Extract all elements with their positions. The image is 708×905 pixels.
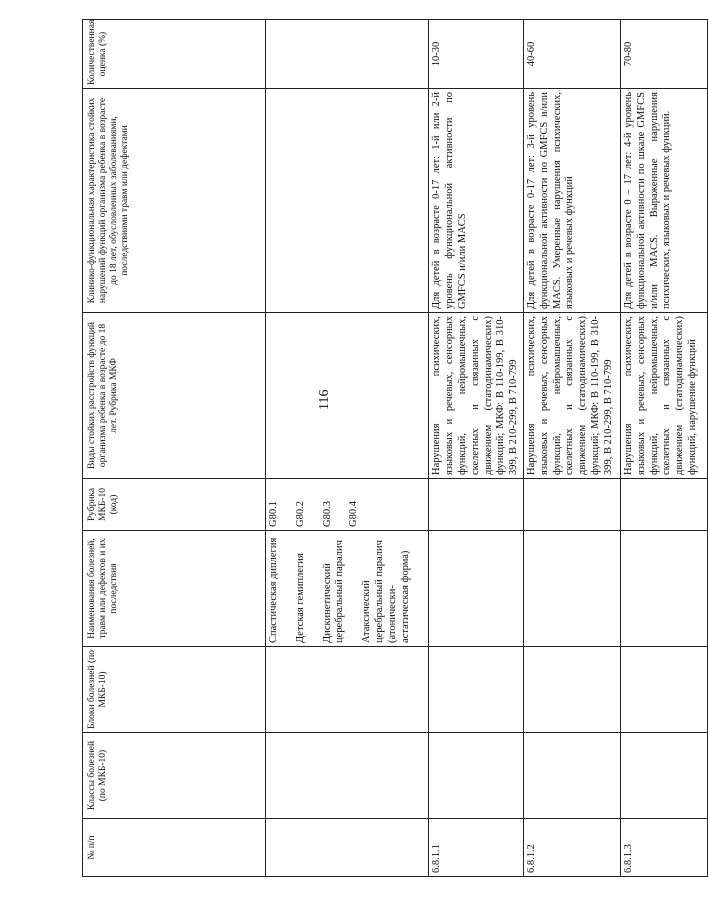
- empty-cell: [523, 733, 620, 819]
- empty-cell: [266, 20, 429, 89]
- disability-criteria-table: [82, 19, 708, 877]
- empty-cell: [429, 479, 524, 531]
- empty-cell: [523, 479, 620, 531]
- header-icd-rubric: Рубрика МКБ-10 (код): [83, 479, 266, 531]
- header-row: [83, 20, 266, 877]
- empty-cell: [266, 647, 429, 733]
- empty-cell: [523, 531, 620, 647]
- icd-code: G80.3: [321, 501, 333, 527]
- icd-code: G80.1: [268, 501, 279, 527]
- header-score: Количественная оценка (%): [83, 20, 266, 89]
- icd-code: G80.2: [294, 501, 306, 527]
- rotated-table-stage: [82, 19, 698, 877]
- score-value: 10-30: [429, 20, 524, 89]
- empty-cell: [523, 647, 620, 733]
- score-value: 40-60: [523, 20, 620, 89]
- disease-name: Дискинетический церебральный паралич: [321, 540, 346, 643]
- empty-cell: [620, 531, 707, 647]
- empty-cell: [266, 313, 429, 479]
- icd-code: G80.4: [348, 501, 360, 527]
- disease-names-cell: [266, 531, 429, 647]
- table-row: [429, 20, 524, 877]
- impairment-text: Нарушения психических, языковых и речевых, сенсорных функций, нейромышечных, скелетных и связанных с движением (статодинамических) функций, нарушение функций: [620, 313, 707, 479]
- empty-cell: [266, 89, 429, 313]
- header-impairments: Виды стойких расстройств функций организма ребенка в возрасте до 18 лет. Рубрика МКФ: [83, 313, 266, 479]
- empty-cell: [266, 733, 429, 819]
- characteristic-text: Для детей в возрасте 0 – 17 лет: 4-й уровень функциональной активности по шкале GMFCS и/или MACS. Выраженные нарушения психических, языковых и речевых функций.: [620, 89, 707, 313]
- disease-name: Детская гемиплегия: [294, 553, 306, 643]
- table-row: [523, 20, 620, 877]
- empty-cell: [620, 733, 707, 819]
- empty-cell: [429, 733, 524, 819]
- header-diseases: Наименования болезней, травм или дефектов и их последствия: [83, 531, 266, 647]
- impairment-text: Нарушения психических, языковых и речевых, сенсорных функций, нейромышечных, скелетных и связанных с движением (статодинамических) функций; МКФ: В 110-199, В 310-399, В 210-299, В 710-799: [523, 313, 620, 479]
- header-classes: Классы болезней (по МКБ-10): [83, 733, 266, 819]
- empty-cell: [620, 479, 707, 531]
- characteristic-text: Для детей в возрасте 0-17 лет: 1-й или 2-й уровень функциональной активности по GMFCS и/или MACS: [429, 89, 524, 313]
- header-num: № п/п: [83, 819, 266, 877]
- empty-cell: [429, 531, 524, 647]
- disease-name: Спастическая диплегия: [268, 537, 279, 643]
- empty-cell: [620, 647, 707, 733]
- disease-list-row: [266, 20, 429, 877]
- row-number: 6.8.1.2: [523, 819, 620, 877]
- score-value: 70-80: [620, 20, 707, 89]
- page-number: 116: [317, 389, 332, 410]
- characteristic-text: Для детей в возрасте 0-17 лет: 3-й уровень функциональной активности по GMFCS и/или MACS. Умеренные нарушения психических, языковых и речевых функций: [523, 89, 620, 313]
- disease-name: Атаксический церебральный паралич (атонически-астатическая форма): [361, 540, 411, 643]
- icd-codes-cell: [266, 479, 429, 531]
- empty-cell: [429, 647, 524, 733]
- empty-cell: [266, 819, 429, 877]
- impairment-text: Нарушения психических, языковых и речевых, сенсорных функций, нейромышечных, скелетных и связанных с движением (статодинамических) функций; МКФ: В 110-199, В 310-399, В 210-299, В 710-799: [429, 313, 524, 479]
- header-blocks: Блоки болезней (по МКБ-10): [83, 647, 266, 733]
- table-row: [620, 20, 707, 877]
- row-number: 6.8.1.1: [429, 819, 524, 877]
- header-characteristics: Клинико-функциональная характеристика стойких нарушений функций организма ребенка в возрасте до 18 лет, обусловленных заболеваниями, последствиями травм или дефектами: [83, 89, 266, 313]
- row-number: 6.8.1.3: [620, 819, 707, 877]
